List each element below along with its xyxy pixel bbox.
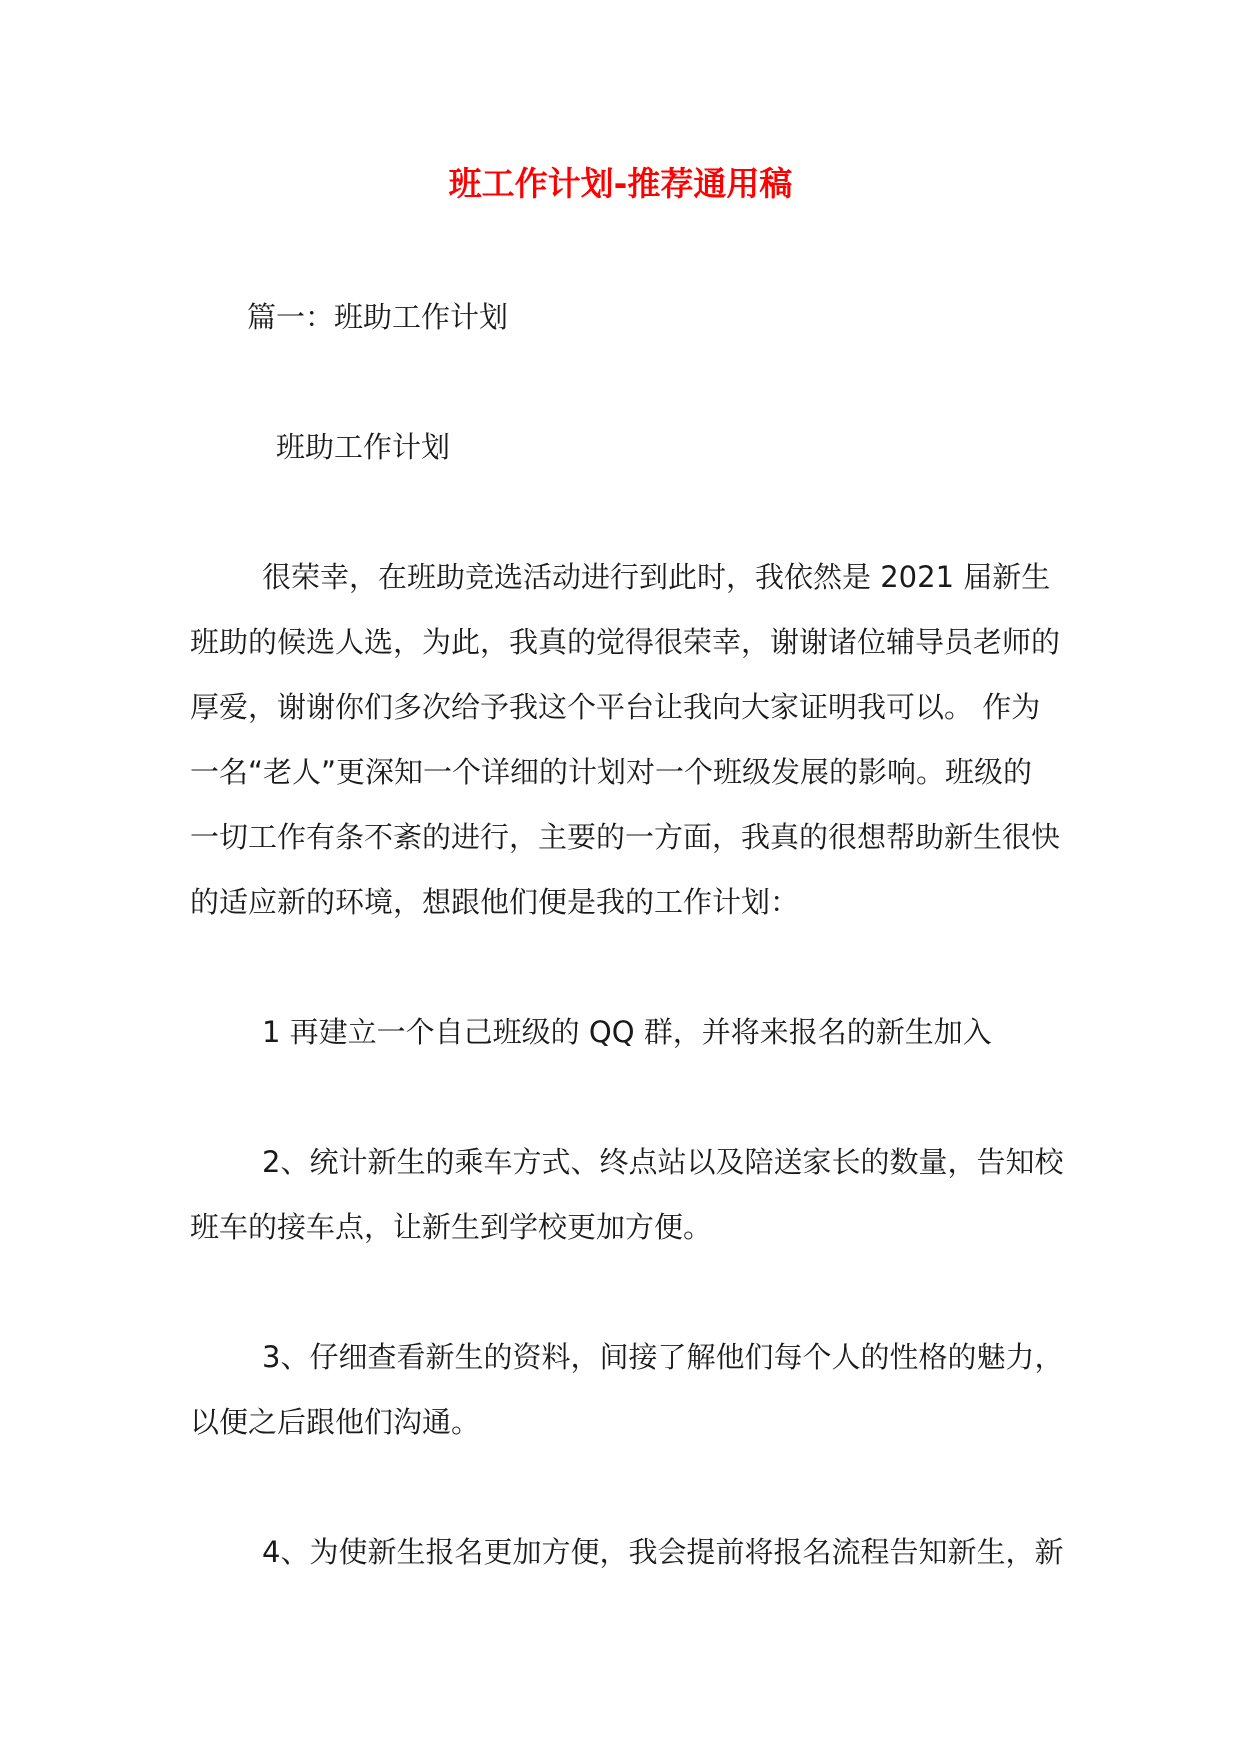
paragraph-line: 很荣幸，在班助竞选活动进行到此时，我依然是 2021 届新生 bbox=[262, 560, 1051, 594]
paragraph-line: 1 再建立一个自己班级的 QQ 群，并将来报名的新生加入 bbox=[262, 1015, 992, 1049]
sub-heading: 班助工作计划 bbox=[276, 430, 451, 464]
section-heading: 篇一：班助工作计划 bbox=[247, 300, 509, 334]
document-title: 班工作计划-推荐通用稿 bbox=[448, 164, 793, 203]
paragraph-line: 班车的接车点，让新生到学校更加方便。 bbox=[190, 1210, 713, 1244]
paragraph-line: 的适应新的环境，想跟他们便是我的工作计划： bbox=[190, 885, 800, 919]
paragraph-line: 厚爱，谢谢你们多次给予我这个平台让我向大家证明我可以。 作为 bbox=[190, 690, 1041, 724]
paragraph-line: 3、仔细查看新生的资料，间接了解他们每个人的性格的魅力， bbox=[262, 1340, 1064, 1374]
paragraph-line: 班助的候选人选，为此，我真的觉得很荣幸，谢谢诸位辅导员老师的 bbox=[190, 625, 1061, 659]
paragraph-line: 一名“老人”更深知一个详细的计划对一个班级发展的影响。班级的 bbox=[190, 755, 1033, 789]
paragraph-line: 4、为使新生报名更加方便，我会提前将报名流程告知新生，新 bbox=[262, 1535, 1064, 1569]
paragraph-line: 以便之后跟他们沟通。 bbox=[190, 1405, 481, 1439]
paragraph-line: 一切工作有条不紊的进行，主要的一方面，我真的很想帮助新生很快 bbox=[190, 820, 1061, 854]
paragraph-line: 2、统计新生的乘车方式、终点站以及陪送家长的数量，告知校 bbox=[262, 1145, 1064, 1179]
